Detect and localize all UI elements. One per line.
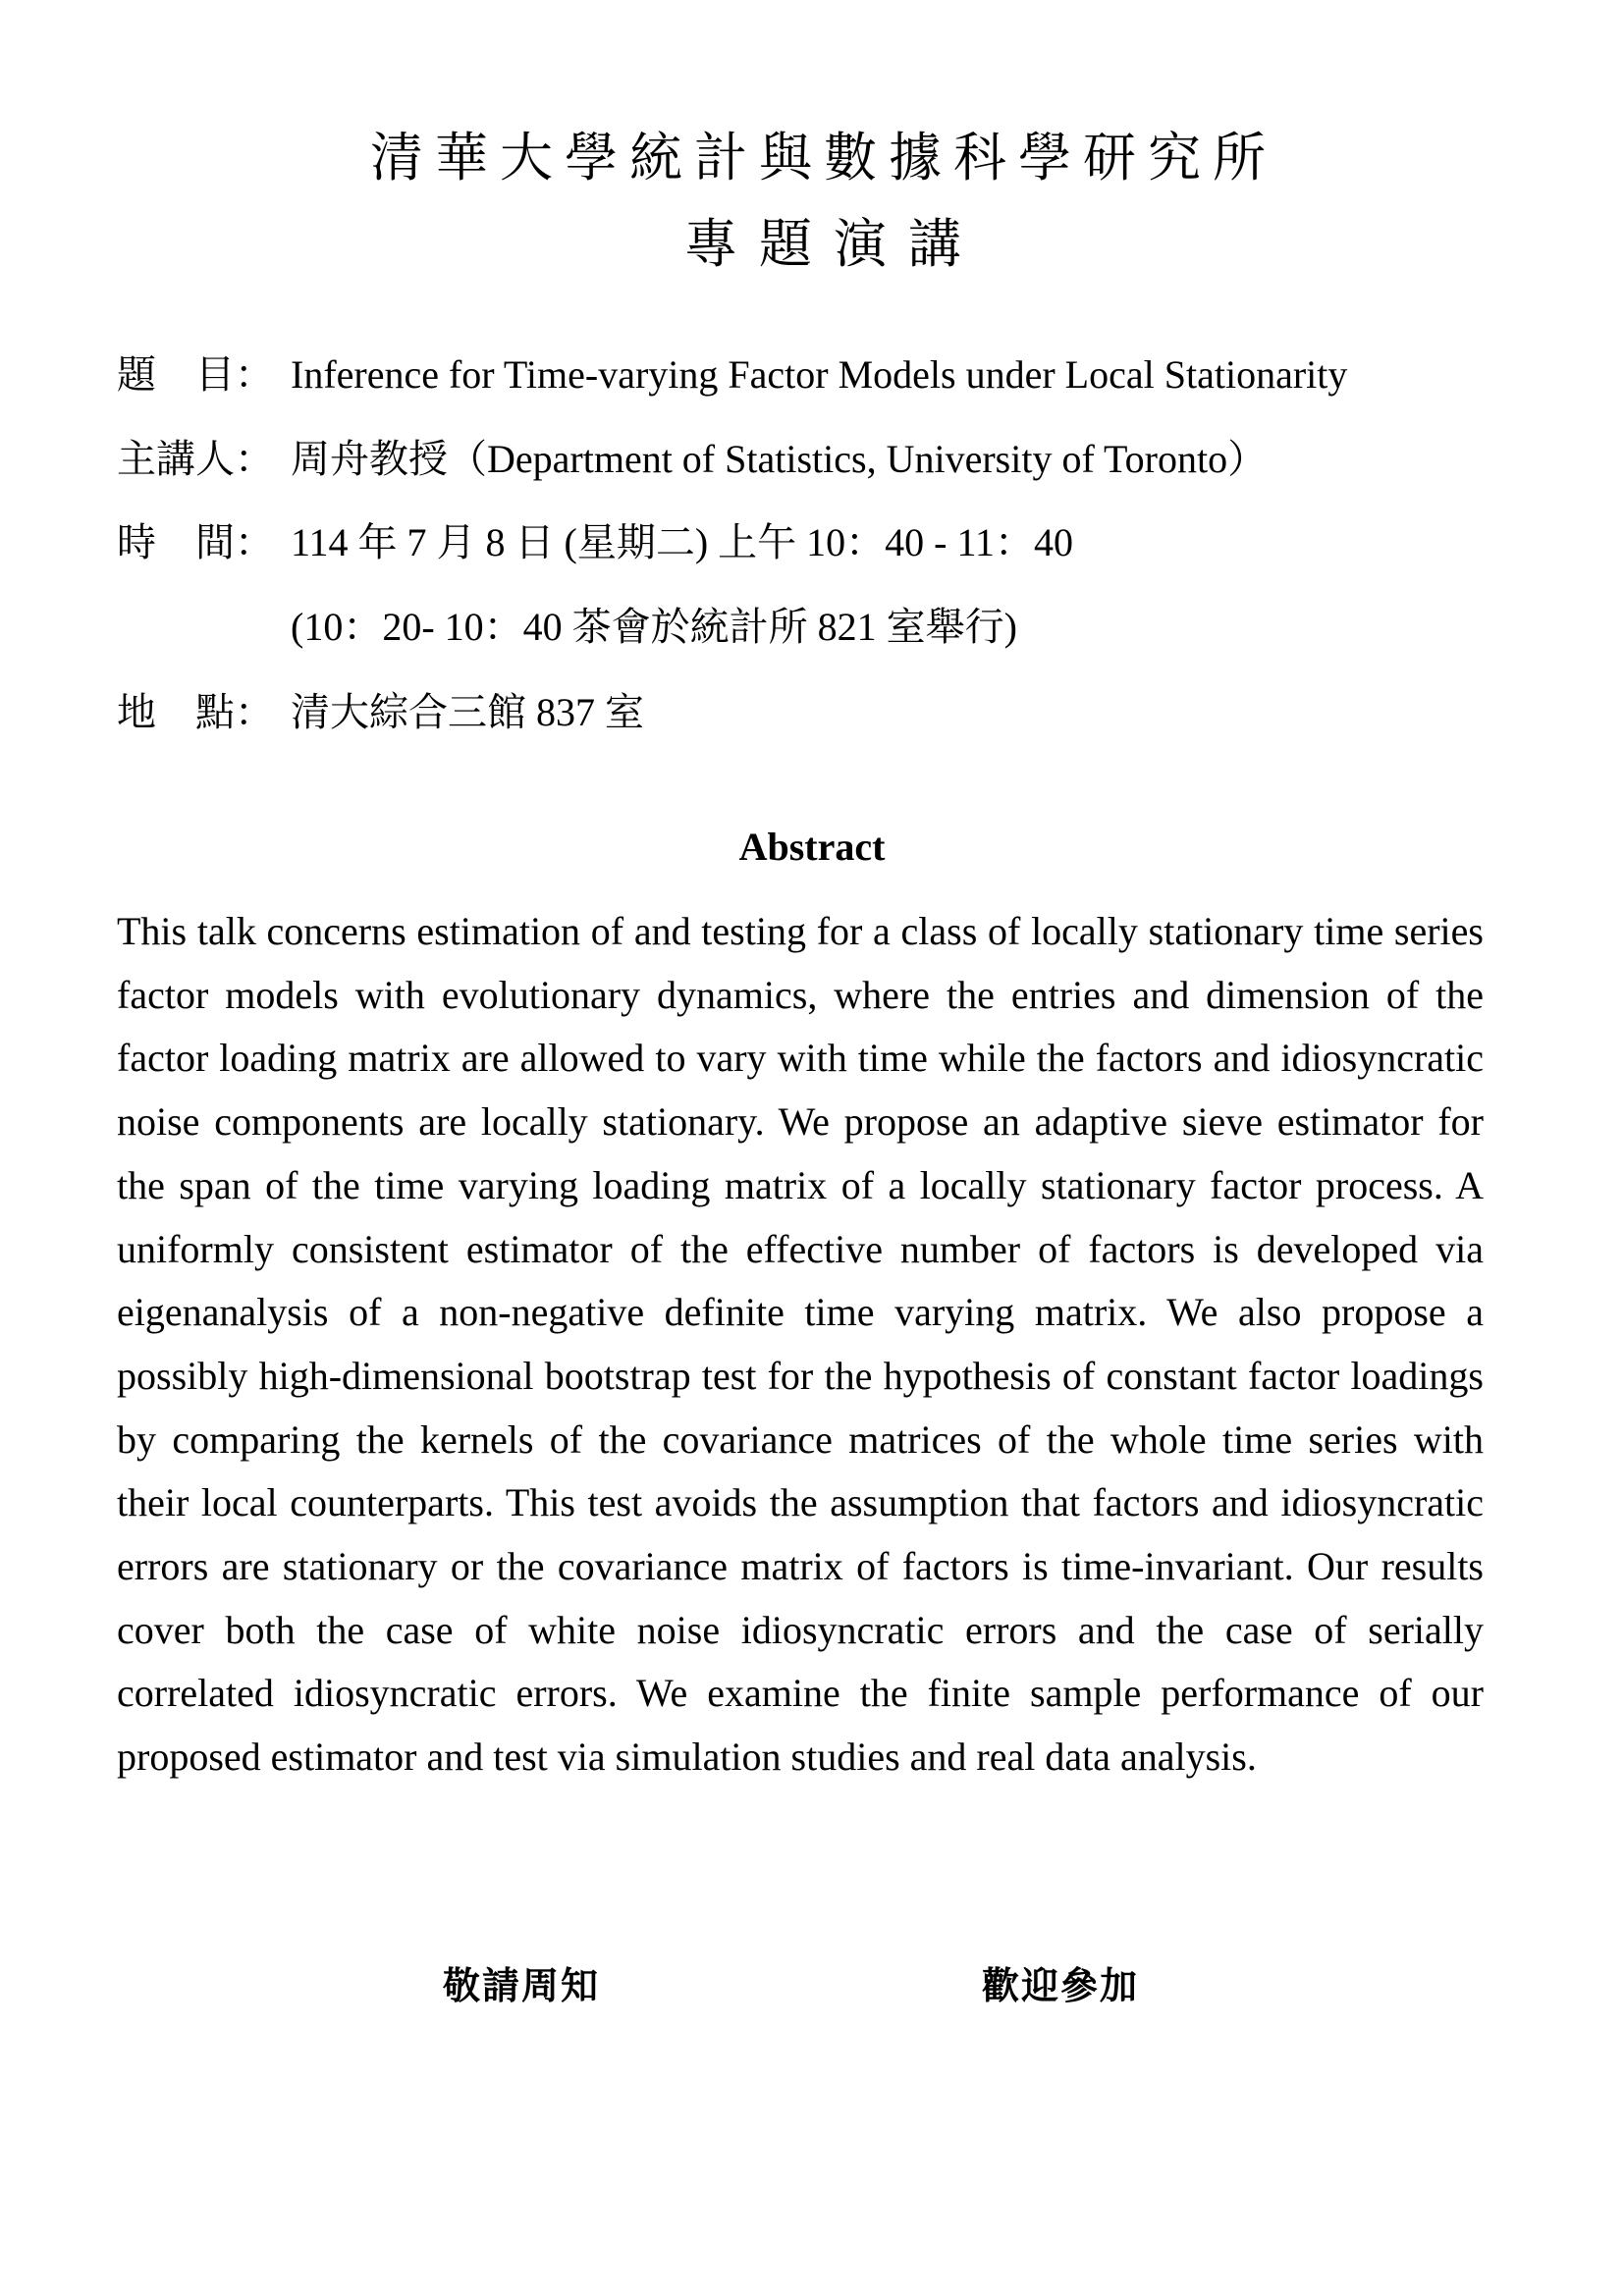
speaker-value: 周舟教授（Department of Statistics, University of Toronto） [291,437,1268,481]
institute-title: 清華大學統計與數據科學研究所 [370,129,1277,187]
abstract-heading: Abstract [738,825,886,869]
closing-welcome: 歡迎參加 [982,1966,1140,2007]
speaker-row [117,437,1268,481]
tea-note: (10：20- 10：40 茶會於統計所 821 室舉行) [291,605,1017,649]
closing-notice: 敬請周知 [443,1966,601,2007]
topic-row [117,352,1348,397]
place-label: 地 點： [117,690,274,734]
time-value: 114 年 7 月 8 日 (星期二) 上午 10：40 - 11：40 [291,520,1073,564]
topic-label: 題 目： [117,352,274,397]
place-value: 清大綜合三館 837 室 [291,690,644,734]
topic-value: Inference for Time-varying Factor Models under Local Stationarity [291,352,1348,397]
event-type-title: 專題演講 [684,215,983,274]
abstract-body: This talk concerns estimation of and testing for a class of locally stationary time series factor models with evolutionary dynamics, where the entries and dimension of the factor loading matrix are allowed to vary with time while the factors and idiosyncratic noise components are locally stationary. We propose an adaptive sieve estimator for the span of the time varying loading matrix of a locally stationary factor process. A uniformly consistent estimator of the effective number of factors is developed via eigenanalysis of a non-negative definite time varying matrix. We also propose a possibly high-dimensional bootstrap test for the hypothesis of constant factor loadings by comparing the kernels of the covariance matrices of the whole time series with their local counterparts. This test avoids the assumption that factors and idiosyncratic errors are stationary or the covariance matrix of factors is time-invariant. Our results cover both the case of white noise idiosyncratic errors and the case of serially correlated idiosyncratic errors. We examine the finite sample performance of our proposed estimator and test via simulation studies and real data analysis. [117,909,1484,1780]
time-row [117,520,1073,564]
speaker-label: 主講人： [117,437,274,481]
place-row [117,690,644,734]
tea-note-row [291,605,1017,649]
time-label: 時 間： [117,520,274,564]
